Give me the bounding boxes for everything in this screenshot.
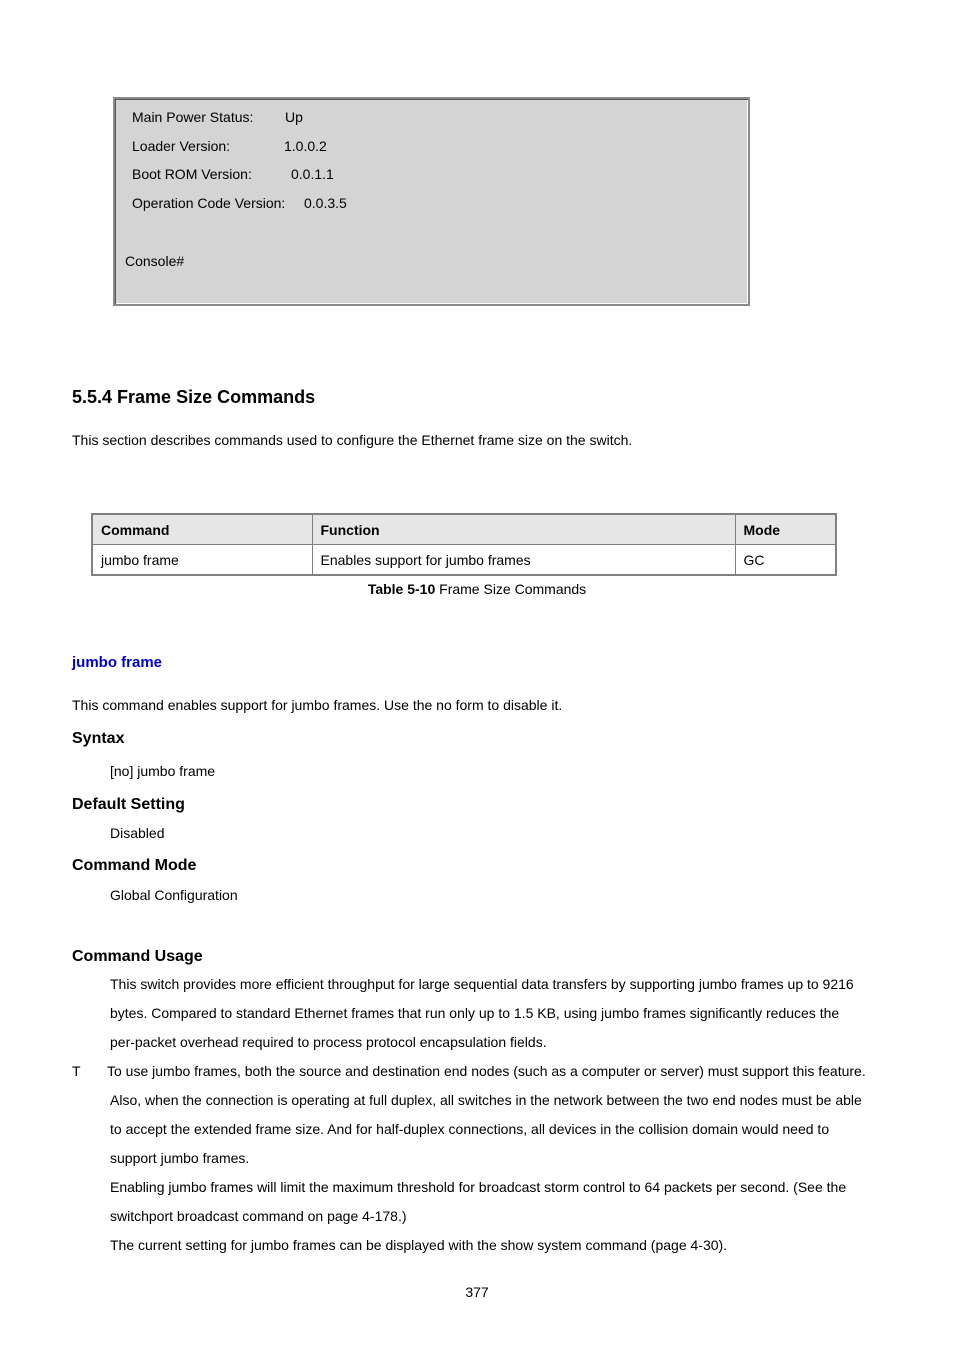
section-intro: This section describes commands used to configure the Ethernet frame size on the switch. bbox=[72, 432, 633, 448]
console-prompt: Console# bbox=[125, 253, 185, 269]
table-caption-text: Frame Size Commands bbox=[435, 581, 587, 597]
table-cell-mode: GC bbox=[735, 545, 836, 576]
command-usage-heading: Command Usage bbox=[72, 948, 203, 965]
table-cell-command: jumbo frame bbox=[92, 545, 312, 576]
usage-bullet-first-line: To use jumbo frames, both the source and destination end nodes (such as a computer or server) must support this feature. bbox=[107, 1063, 866, 1079]
usage-line: support jumbo frames. bbox=[110, 1150, 250, 1166]
default-setting-text: Disabled bbox=[110, 825, 165, 841]
console-value: 0.0.3.5 bbox=[304, 195, 347, 211]
page-number: 377 bbox=[465, 1284, 489, 1300]
table-header-command: Command bbox=[92, 514, 312, 545]
table-cell-function: Enables support for jumbo frames bbox=[312, 545, 735, 576]
table-caption-label: Table 5-10 bbox=[367, 581, 436, 597]
command-description: This command enables support for jumbo frames. Use the no form to disable it. bbox=[72, 697, 563, 713]
console-output-box bbox=[113, 97, 750, 306]
usage-paragraph-2 bbox=[110, 1086, 862, 1260]
section-title: 5.5.4 Frame Size Commands bbox=[72, 387, 316, 407]
usage-line: switchport broadcast command on page 4-178.) bbox=[110, 1208, 407, 1224]
table-header-function: Function bbox=[312, 514, 735, 545]
console-label: Loader Version: bbox=[132, 138, 231, 154]
usage-line: bytes. Compared to standard Ethernet frames that run only up to 1.5 KB, using jumbo frames significantly reduces the bbox=[110, 1005, 840, 1021]
syntax-text: [no] jumbo frame bbox=[110, 763, 216, 779]
usage-paragraph-1 bbox=[110, 970, 854, 1057]
syntax-heading: Syntax bbox=[72, 730, 125, 747]
usage-line: The current setting for jumbo frames can be displayed with the show system command (page 4-30). bbox=[110, 1237, 728, 1253]
usage-line: Enabling jumbo frames will limit the maximum threshold for broadcast storm control to 64 packets per second. (See the bbox=[110, 1179, 847, 1195]
console-label: Main Power Status: bbox=[132, 109, 254, 125]
usage-line: to accept the extended frame size. And for half-duplex connections, all devices in the collision domain would need to bbox=[110, 1121, 830, 1137]
usage-line: per-packet overhead required to process protocol encapsulation fields. bbox=[110, 1034, 547, 1050]
table-caption bbox=[0, 581, 954, 597]
table-header-row bbox=[92, 514, 836, 545]
command-mode-text: Global Configuration bbox=[110, 887, 238, 903]
command-mode-heading: Command Mode bbox=[72, 857, 197, 874]
console-value: 1.0.0.2 bbox=[284, 138, 327, 154]
frame-size-commands-table bbox=[91, 513, 837, 576]
table-row bbox=[92, 545, 836, 576]
usage-bullet-marker: T bbox=[72, 1063, 81, 1079]
console-label: Operation Code Version: bbox=[132, 195, 286, 211]
usage-line: Also, when the connection is operating at full duplex, all switches in the network between the two end nodes must be able bbox=[110, 1092, 862, 1108]
console-value: 0.0.1.1 bbox=[291, 166, 334, 182]
console-label: Boot ROM Version: bbox=[132, 166, 252, 182]
command-title: jumbo frame bbox=[72, 654, 163, 671]
default-setting-heading: Default Setting bbox=[72, 796, 185, 813]
console-value: Up bbox=[285, 109, 303, 125]
table-header-mode: Mode bbox=[735, 514, 836, 545]
usage-line: This switch provides more efficient throughput for large sequential data transfers by supporting jumbo frames up to 9216 bbox=[110, 976, 854, 992]
